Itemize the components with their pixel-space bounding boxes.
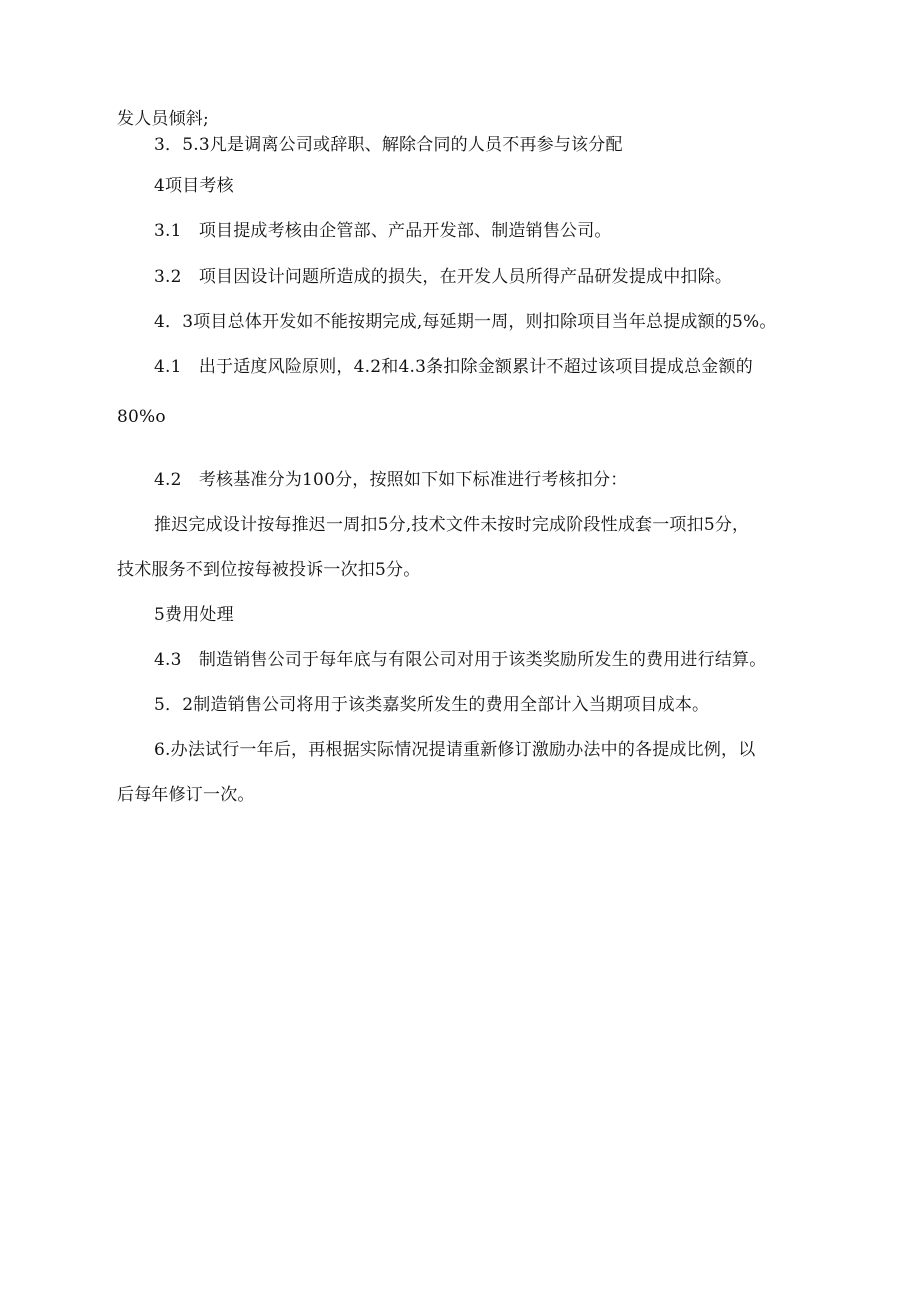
section-heading: 5费用处理	[154, 605, 234, 625]
text-line: 3.1 项目提成考核由企管部、产品开发部、制造销售公司。	[154, 221, 612, 241]
text-line: 4.1 出于适度风险原则，4.2和4.3条扣除金额累计不超过该项目提成总金额的	[154, 357, 753, 377]
text-line: 3．5.3凡是调离公司或辞职、解除合同的人员不再参与该分配	[154, 135, 623, 155]
text-line: 4．3项目总体开发如不能按期完成,每延期一周，则扣除项目当年总提成额的5%。	[154, 312, 777, 332]
text-line: 3.2 项目因设计问题所造成的损失，在开发人员所得产品研发提成中扣除。	[154, 267, 733, 287]
text-line: 发人员倾斜;	[117, 109, 209, 129]
text-line: 6.办法试行一年后，再根据实际情况提请重新修订激励办法中的各提成比例，以	[154, 740, 756, 760]
text-line: 5．2制造销售公司将用于该类嘉奖所发生的费用全部计入当期项目成本。	[154, 695, 710, 715]
text-line: 技术服务不到位按每被投诉一次扣5分。	[117, 560, 421, 580]
text-line: 80%o	[117, 407, 166, 427]
text-line: 后每年修订一次。	[117, 785, 255, 805]
section-heading: 4项目考核	[154, 176, 234, 196]
text-line: 推迟完成设计按每推迟一周扣5分,技术文件未按时完成阶段性成套一项扣5分，	[154, 515, 750, 535]
text-line: 4.2 考核基准分为100分，按照如下如下标准进行考核扣分：	[154, 470, 628, 490]
text-line: 4.3 制造销售公司于每年底与有限公司对用于该类奖励所发生的费用进行结算。	[154, 650, 767, 670]
